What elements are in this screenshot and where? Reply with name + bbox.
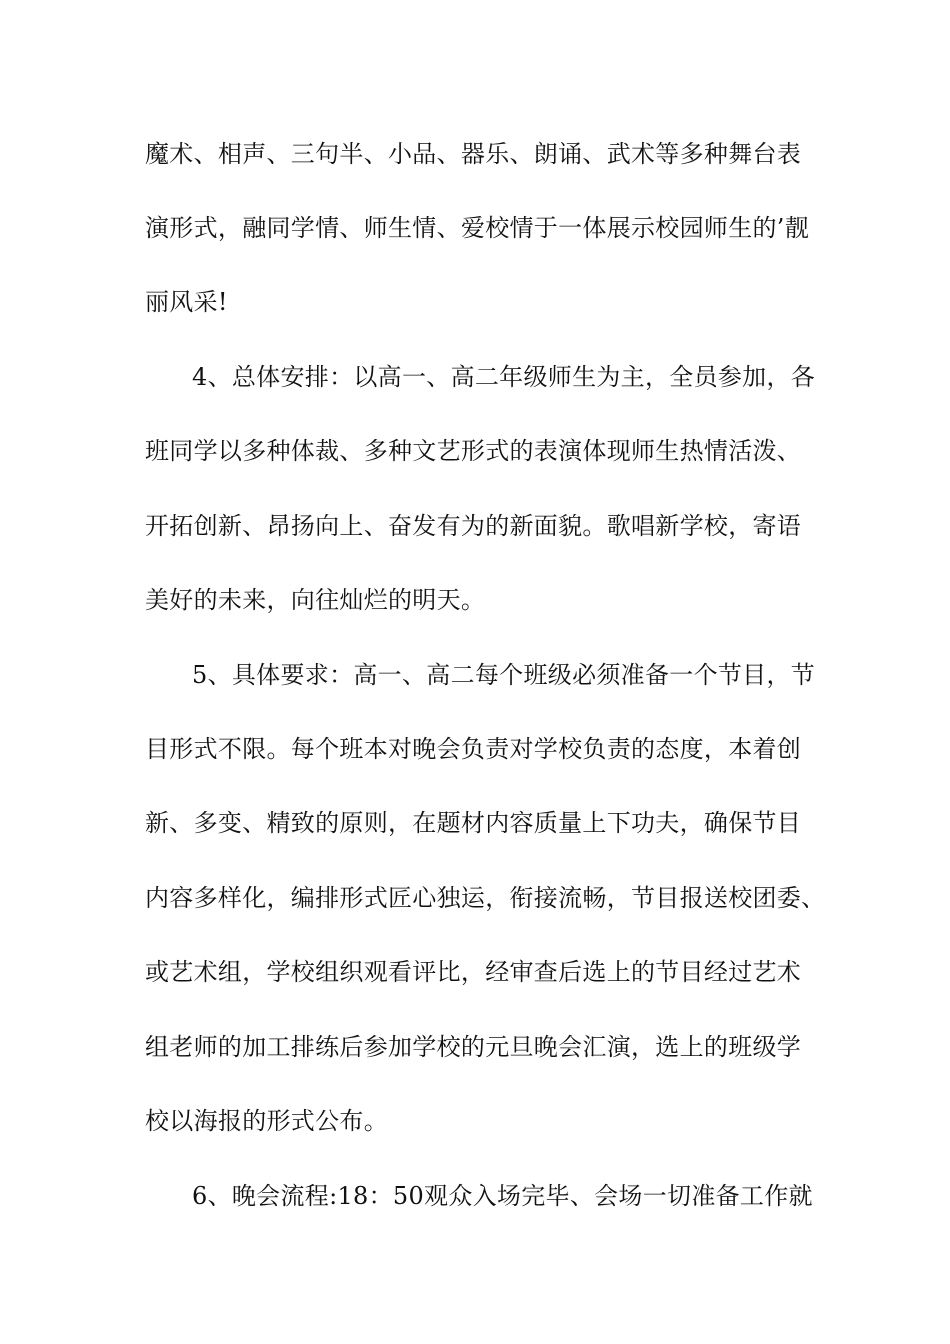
paragraph-line: 目形式不限。每个班本对晚会负责对学校负责的态度，本着创 (145, 735, 802, 763)
paragraph-line: 校以海报的形式公布。 (145, 1107, 388, 1135)
paragraph-line: 6、晚会流程:18：50观众入场完毕、会场一切准备工作就 (192, 1182, 813, 1210)
paragraph-line: 组老师的加工排练后参加学校的元旦晚会汇演，选上的班级学 (145, 1033, 802, 1061)
paragraph-line: 魔术、相声、三句半、小品、器乐、朗诵、武术等多种舞台表 (145, 140, 802, 168)
paragraph-line: 新、多变、精致的原则，在题材内容质量上下功夫，确保节目 (145, 809, 802, 837)
paragraph-line: 美好的未来，向往灿烂的明天。 (145, 586, 486, 614)
paragraph-line: 内容多样化，编排形式匠心独运，衔接流畅，节目报送校团委、 (145, 884, 826, 912)
paragraph-line: 4、总体安排：以高一、高二年级师生为主，全员参加，各 (192, 363, 816, 391)
paragraph-line: 班同学以多种体裁、多种文艺形式的表演体现师生热情活泼、 (145, 437, 802, 465)
paragraph-line: 丽风采! (145, 288, 228, 316)
paragraph-line: 或艺术组，学校组织观看评比，经审查后选上的节目经过艺术 (145, 958, 802, 986)
paragraph-line: 开拓创新、昂扬向上、奋发有为的新面貌。歌唱新学校，寄语 (145, 512, 802, 540)
paragraph-line: 演形式，融同学情、师生情、爱校情于一体展示校园师生的’靓 (145, 214, 810, 242)
paragraph-line: 5、具体要求：高一、高二每个班级必须准备一个节目，节 (192, 661, 816, 689)
